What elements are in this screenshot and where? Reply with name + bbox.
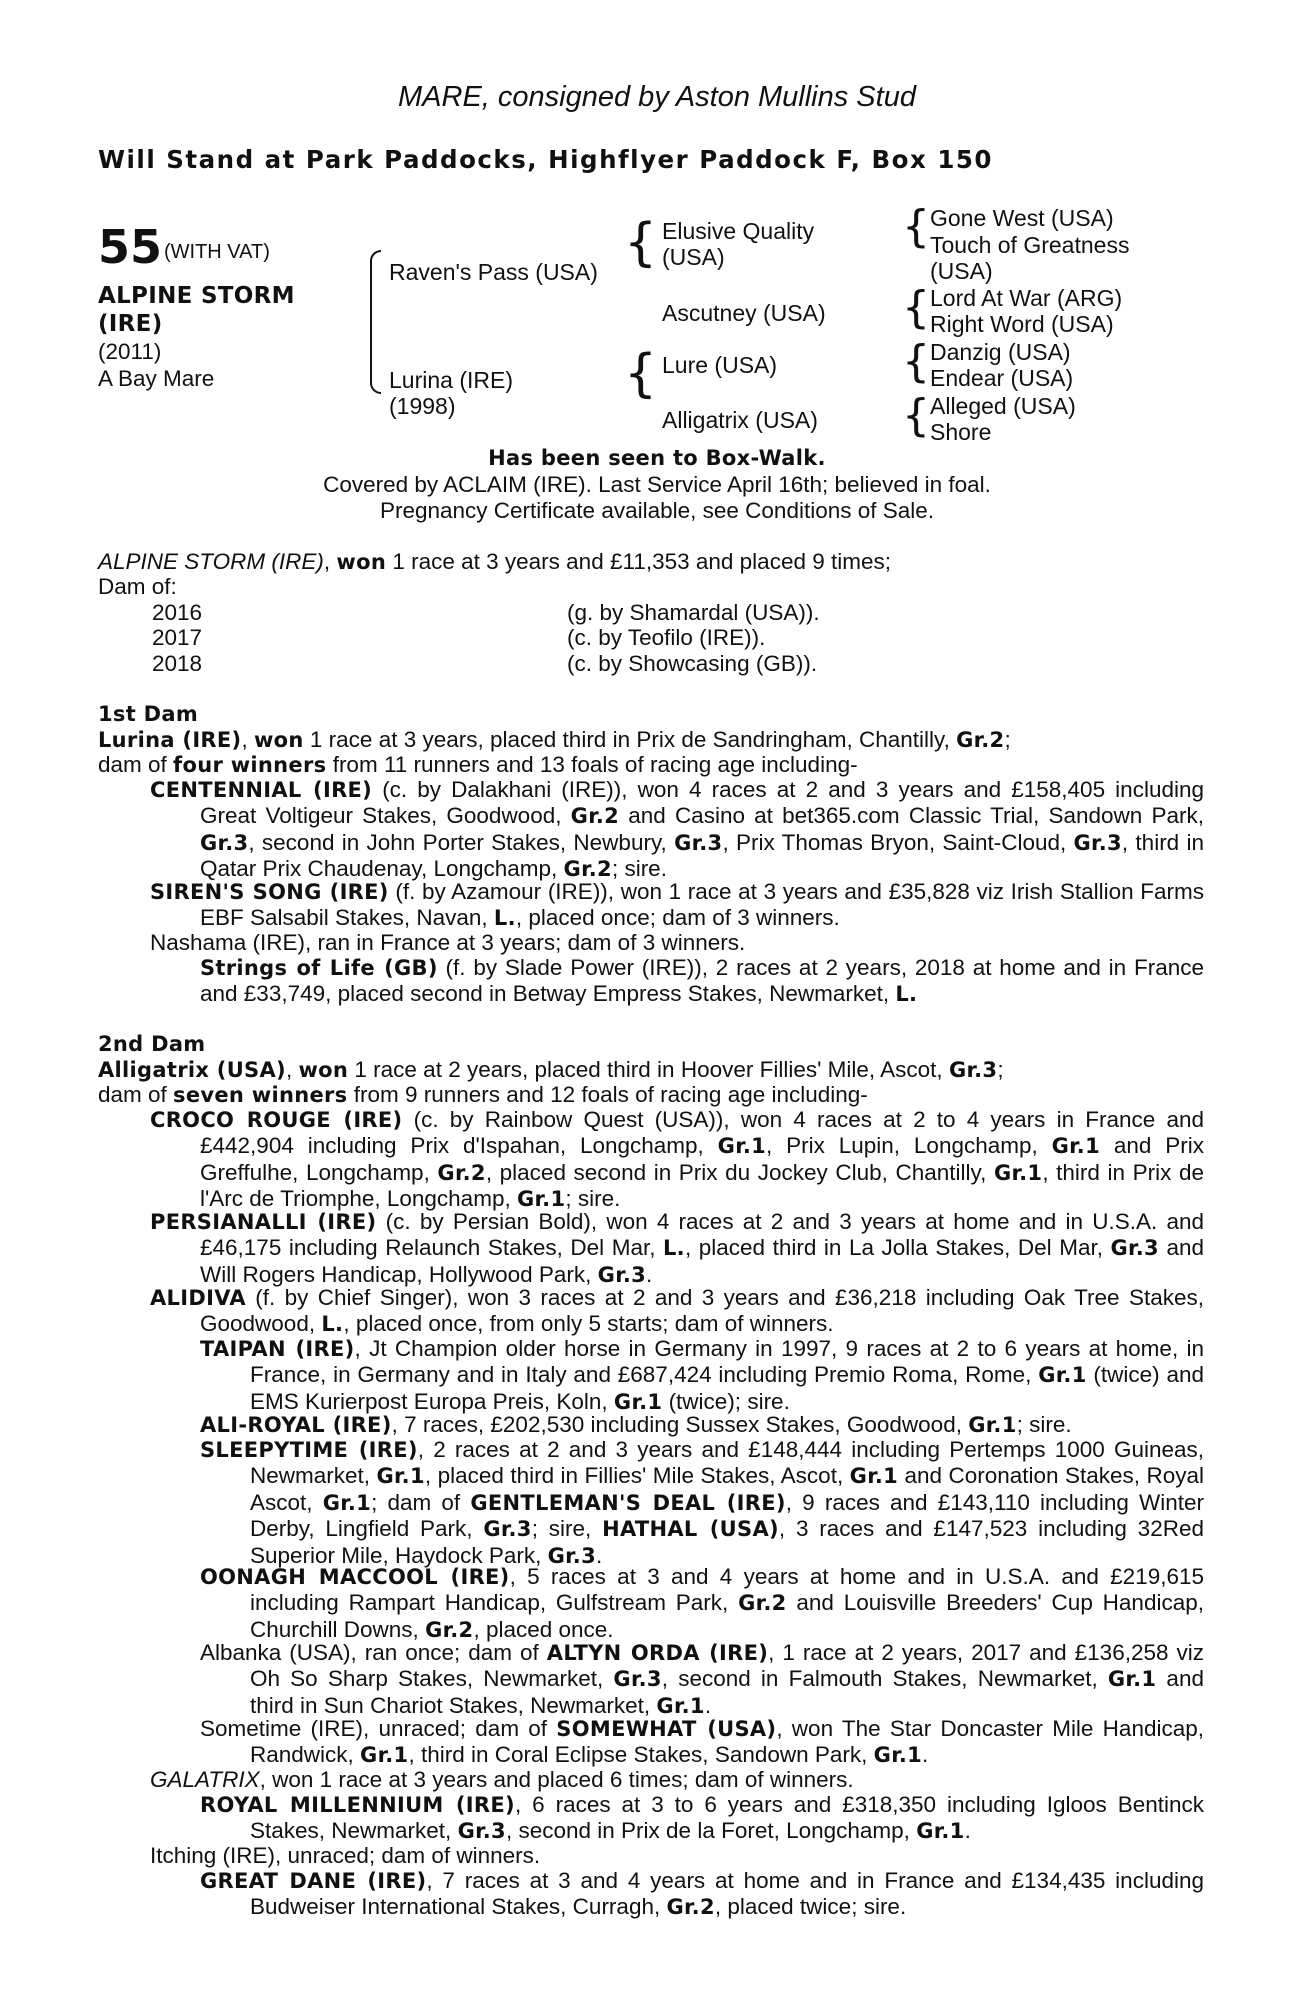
entry-croco-rouge	[150, 1107, 1204, 1213]
pedigree-brace-sire: {	[624, 213, 658, 273]
text-run: Gr.3	[200, 830, 249, 855]
pedigree-dam-dam: Alligatrix (USA)	[662, 407, 818, 433]
text-run: .	[922, 1742, 929, 1768]
text-run: , 1 race at 2 years, 2017 and £136,258 viz Oh So Sharp Stakes, Newmarket,	[250, 1640, 1204, 1692]
text-run: (f. by Chief Singer), won 3 races at 2 and 3 years and £36,218 including Oak Tree Stakes, Goodwood,	[200, 1285, 1204, 1337]
text-run: Strings of Life (GB)	[200, 956, 438, 980]
text-run: Gr.1	[873, 1743, 923, 1768]
text-run: L.	[321, 1312, 344, 1337]
text-run: ALI-ROYAL (IRE)	[200, 1413, 392, 1437]
text-run: ALTYN ORDA (IRE)	[546, 1641, 769, 1665]
text-run: HATHAL (USA)	[602, 1517, 779, 1542]
entry-oonagh-maccool	[200, 1564, 1204, 1643]
text-run: won	[253, 728, 304, 752]
text-run: Gr.2	[563, 857, 612, 882]
text-run: SOMEWHAT (USA)	[556, 1717, 777, 1741]
pedigree-g3: Lord At War (ARG)	[930, 285, 1123, 311]
entry-great-dane	[200, 1868, 1204, 1921]
text-run: CENTENNIAL (IRE)	[150, 778, 373, 802]
text-run: , third in Qatar Prix Chaudenay, Longchamp,	[200, 829, 1204, 882]
text-run: four winners	[173, 753, 327, 777]
entry-royal-millennium	[200, 1792, 1204, 1845]
text-run: Gr.1	[322, 1490, 372, 1515]
race-summary	[98, 549, 891, 575]
pedigree-g8: Shore	[930, 419, 992, 445]
text-run: dam of	[98, 752, 174, 777]
pedigree-brace-g3: {	[902, 336, 930, 387]
first-dam-line	[98, 727, 1011, 753]
pedigree-g2: Touch of Greatness	[930, 232, 1130, 258]
text-run: ; sire,	[531, 1516, 603, 1542]
text-run: .	[596, 1542, 603, 1568]
text-run: , placed once, from only 5 starts; dam of winners.	[343, 1311, 834, 1337]
text-run: 1 race at 3 years, placed third in Prix de Sandringham, Chantilly,	[303, 727, 957, 752]
text-run: Alligatrix (USA)	[98, 1058, 286, 1082]
text-run: , 7 races, £202,530 including Sussex Stakes, Goodwood,	[391, 1412, 969, 1437]
text-run: CROCO ROUGE (IRE)	[150, 1108, 403, 1132]
text-run: Gr.2	[738, 1591, 787, 1616]
text-run: Gr.1	[717, 1134, 767, 1159]
text-run: Gr.3	[547, 1543, 596, 1568]
text-run: ; sire.	[611, 856, 667, 882]
text-run: ; dam of	[371, 1489, 471, 1515]
pedigree-brace-dam: {	[624, 344, 658, 404]
text-run: Gr.3	[457, 1819, 506, 1844]
text-run: and third in Sun Chariot Stakes, Newmarket,	[250, 1666, 1204, 1718]
text-run: Gr.3	[613, 1667, 662, 1692]
text-run: Gr.2	[437, 1160, 486, 1185]
entry-galatrix	[150, 1767, 1204, 1792]
text-run: Gr.1	[849, 1464, 899, 1489]
text-run: Gr.1	[656, 1693, 705, 1718]
text-run: GENTLEMAN'S DEAL (IRE)	[470, 1490, 786, 1515]
pedigree-g4: Right Word (USA)	[930, 311, 1114, 337]
text-run: Gr.3	[1110, 1236, 1159, 1261]
entry-centennial	[150, 777, 1204, 883]
entry-albanka	[200, 1640, 1204, 1719]
text-run: , placed once; dam of 3 winners.	[515, 905, 840, 931]
pedigree-brace-g2: {	[902, 282, 930, 333]
text-run: , third in Coral Eclipse Stakes, Sandown Park,	[408, 1742, 874, 1768]
text-run: , 2 races at 2 and 3 years and £148,444 including Pertemps 1000 Guineas, Newmarket,	[250, 1437, 1205, 1489]
text-run: , Prix Lupin, Longchamp,	[766, 1133, 1052, 1159]
text-run: ALIDIVA	[150, 1286, 246, 1310]
pedigree-dam-year: (1998)	[389, 393, 456, 419]
entry-ali-royal	[200, 1412, 1204, 1438]
text-run: OONAGH MACCOOL (IRE)	[200, 1565, 510, 1589]
produce-desc: (g. by Shamardal (USA)).	[567, 600, 820, 625]
text-run: , third in Prix de l'Arc de Triomphe, Longchamp,	[200, 1159, 1204, 1212]
horse-origin: (IRE)	[98, 311, 163, 337]
text-run: (f. by Azamour (IRE)), won 1 race at 3 years and £35,828 viz Irish Stallion Farms EBF Salsabil Stakes, Navan,	[200, 879, 1205, 931]
first-dam-heading: 1st Dam	[98, 702, 199, 726]
text-run: .	[964, 1818, 971, 1844]
text-run: Gr.3	[948, 1058, 998, 1082]
text-run: (twice) and EMS Kurierpost Europa Preis, Koln,	[250, 1362, 1204, 1414]
text-run: , placed second in Prix du Jockey Club, Chantilly,	[485, 1159, 994, 1185]
pedigree-g1: Gone West (USA)	[930, 205, 1114, 231]
text-run: and Prix Greffulhe, Longchamp,	[200, 1133, 1204, 1185]
second-dam-summary	[98, 1082, 868, 1108]
text-run: , placed third in Fillies' Mile Stakes, Ascot,	[424, 1463, 850, 1489]
pedigree-sire: Raven's Pass (USA)	[389, 259, 598, 285]
horse-description: A Bay Mare	[98, 366, 215, 391]
text-run: , second in Falmouth Stakes, Newmarket,	[661, 1666, 1108, 1692]
text-run: ;	[997, 1057, 1004, 1082]
text-run: Gr.1	[1107, 1667, 1157, 1692]
text-run: Gr.3	[1073, 830, 1122, 855]
text-run: Gr.3	[483, 1517, 532, 1542]
page-title: MARE, consigned by Aston Mullins Stud	[398, 81, 916, 113]
text-run: Nashama (IRE), ran in France at 3 years; dam of 3 winners.	[150, 930, 746, 955]
text-run: Gr.2	[425, 1617, 474, 1642]
text-run: , 3 races and £147,523 including 32Red Superior Mile, Haydock Park,	[250, 1516, 1204, 1568]
text-run: Gr.1	[376, 1464, 425, 1489]
text-run: .	[704, 1692, 712, 1718]
text-run: (c. by Dalakhani (IRE)), won 4 races at 2 and 3 years and £158,405 including Great Voltigeur Stakes, Goodwood,	[200, 777, 1204, 829]
text-run: Gr.2	[570, 804, 620, 829]
pedigree-sire-sire: Elusive Quality	[662, 218, 815, 244]
text-run: Gr.1	[1038, 1363, 1087, 1388]
text-run: Lurina (IRE)	[98, 728, 242, 752]
pedigree-dam: Lurina (IRE)	[389, 367, 513, 393]
text-run: GREAT DANE (IRE)	[200, 1869, 427, 1893]
text-run: , placed third in La Jolla Stakes, Del Mar,	[684, 1235, 1111, 1261]
text-run: Gr.2	[666, 1895, 715, 1920]
text-run: L.	[895, 982, 918, 1007]
text-run: (twice); sire.	[662, 1388, 790, 1414]
summary-rest: 1 race at 3 years and £11,353 and placed 9 times;	[386, 549, 891, 574]
second-dam-heading: 2nd Dam	[98, 1032, 206, 1056]
text-run: Gr.1	[916, 1819, 965, 1844]
entry-sleepytime	[200, 1437, 1204, 1569]
text-run: , won The Star Doncaster Mile Handicap, Randwick,	[250, 1716, 1204, 1768]
entry-alidiva	[150, 1285, 1204, 1338]
text-run: SLEEPYTIME (IRE)	[200, 1438, 418, 1462]
entry-sometime	[200, 1716, 1204, 1769]
horse-year: (2011)	[98, 339, 162, 364]
text-run: , placed twice; sire.	[714, 1894, 907, 1920]
text-run: Gr.1	[968, 1413, 1017, 1437]
text-run: , 9 races and £143,110 including Winter Derby, Lingfield Park,	[250, 1489, 1205, 1542]
text-run: SIREN'S SONG (IRE)	[150, 880, 389, 904]
dam-of-label: Dam of:	[98, 574, 177, 599]
text-run: (c. by Rainbow Quest (USA)), won 4 races at 2 to 4 years in France and £442,904 including Prix d'Ispahan, Longchamp,	[200, 1107, 1205, 1159]
entry-taipan	[200, 1336, 1204, 1415]
produce-year: 2017	[152, 625, 203, 650]
text-run: , second in Prix de la Foret, Longchamp,	[505, 1818, 917, 1844]
text-run: , second in John Porter Stakes, Newbury,	[248, 829, 675, 855]
text-run: Albanka (USA), ran once; dam of	[200, 1640, 547, 1665]
text-run: and Will Rogers Handicap, Hollywood Park,	[200, 1235, 1204, 1287]
text-run: 1 race at 2 years, placed third in Hoover Fillies' Mile, Ascot,	[348, 1057, 949, 1082]
text-run: Gr.1	[516, 1187, 566, 1212]
stand-location: Will Stand at Park Paddocks, Highflyer Paddock F, Box 150	[98, 145, 993, 174]
text-run: .	[646, 1261, 653, 1287]
summary-comma: ,	[323, 549, 337, 574]
text-run: (f. by Slade Power (IRE)), 2 races at 2 years, 2018 at home and in France and £33,749, placed second in Betway Empress Stakes, Newmarket,	[200, 955, 1205, 1007]
produce-desc: (c. by Showcasing (GB)).	[567, 651, 818, 676]
text-run: (c. by Persian Bold), won 4 races at 2 and 3 years at home and in U.S.A. and £46,175 including Relaunch Stakes, Del Mar,	[200, 1209, 1204, 1261]
text-run: and Coronation Stakes, Royal Ascot,	[250, 1463, 1205, 1515]
produce-year: 2018	[152, 651, 203, 676]
text-run: Gr.3	[597, 1262, 647, 1287]
text-run: PERSIANALLI (IRE)	[150, 1210, 377, 1234]
text-run: Gr.3	[674, 830, 723, 855]
entry-itching	[150, 1843, 1204, 1868]
text-run: , 5 races at 3 and 4 years at home and in U.S.A. and £219,615 including Rampart Handicap, Gulfstream Park,	[250, 1564, 1204, 1616]
text-run: ; sire.	[565, 1186, 621, 1212]
text-run: ;	[1004, 727, 1011, 752]
text-run: , Jt Champion older horse in Germany in 1997, 9 races at 2 to 6 years at home, in France, in Germany and in Italy and £687,424 including Premio Roma, Rome,	[250, 1336, 1204, 1388]
first-dam-summary	[98, 752, 858, 778]
text-run: L.	[493, 906, 516, 931]
text-run: TAIPAN (IRE)	[200, 1337, 355, 1361]
text-run: , Prix Thomas Bryon, Saint-Cloud,	[722, 829, 1074, 855]
text-run: L.	[663, 1236, 685, 1261]
pedigree-dam-sire: Lure (USA)	[662, 352, 778, 378]
text-run: Gr.1	[360, 1743, 409, 1768]
pedigree-g2-origin: (USA)	[930, 258, 993, 284]
text-run: Gr.1	[1051, 1134, 1100, 1159]
entry-strings-of-life	[200, 955, 1204, 1008]
text-run: , 7 races at 3 and 4 years at home and in France and £134,435 including Budweiser International Stakes, Curragh,	[250, 1868, 1205, 1920]
entry-sirens-song	[150, 879, 1204, 932]
text-run: , placed once.	[473, 1616, 614, 1642]
text-run: and Casino at bet365.com Classic Trial, Sandown Park,	[619, 803, 1204, 829]
horse-name: ALPINE STORM	[98, 283, 295, 309]
pedigree-brace-g4: {	[902, 390, 930, 441]
text-run: , 6 races at 3 to 6 years and £318,350 including Igloos Bentinck Stakes, Newmarket,	[250, 1792, 1204, 1844]
text-run: Gr.1	[993, 1160, 1043, 1185]
text-run: ,	[285, 1057, 299, 1082]
text-run: ROYAL MILLENNIUM (IRE)	[200, 1793, 515, 1817]
pedigree-sire-dam: Ascutney (USA)	[662, 300, 826, 326]
text-run: and Louisville Breeders' Cup Handicap, Churchill Downs,	[250, 1590, 1204, 1642]
text-run: from 11 runners and 13 foals of racing age including-	[326, 752, 858, 777]
text-run: seven winners	[173, 1083, 348, 1107]
text-run: Sometime (IRE), unraced; dam of	[200, 1716, 557, 1741]
summary-won: won	[336, 550, 387, 574]
pedigree-g7: Alleged (USA)	[930, 393, 1076, 419]
pedigree-bracket-sire-dam	[370, 250, 381, 394]
text-run: Gr.2	[956, 728, 1005, 752]
text-run: , won 1 race at 3 years and placed 6 times; dam of winners.	[259, 1767, 854, 1792]
pedigree-g6: Endear (USA)	[930, 365, 1074, 391]
covered-note: Covered by ACLAIM (IRE). Last Service April 16th; believed in foal.	[323, 472, 991, 497]
produce-year: 2016	[152, 600, 203, 625]
pedigree-brace-g1: {	[902, 201, 930, 252]
produce-desc: (c. by Teofilo (IRE)).	[567, 625, 766, 650]
second-dam-line	[98, 1057, 1004, 1083]
text-run: Itching (IRE), unraced; dam of winners.	[150, 1843, 541, 1868]
text-run: ,	[241, 727, 254, 752]
pregnancy-note: Pregnancy Certificate available, see Conditions of Sale.	[379, 498, 935, 523]
box-walk-note: Has been seen to Box-Walk.	[488, 446, 826, 470]
text-run: ; sire.	[1016, 1412, 1072, 1437]
pedigree-sire-sire-origin: (USA)	[662, 244, 725, 270]
entry-nashama	[150, 930, 1204, 955]
text-run: dam of	[98, 1082, 174, 1107]
vat-note: (WITH VAT)	[164, 241, 270, 263]
text-run: from 9 runners and 12 foals of racing age including-	[347, 1082, 868, 1107]
entry-persianalli	[150, 1209, 1204, 1288]
text-run: Gr.1	[613, 1389, 663, 1414]
text-run: won	[298, 1058, 349, 1082]
lot-number: 55	[98, 220, 163, 274]
summary-horse-name: ALPINE STORM (IRE)	[98, 549, 324, 574]
text-run: GALATRIX	[150, 1767, 260, 1792]
pedigree-g5: Danzig (USA)	[930, 339, 1071, 365]
